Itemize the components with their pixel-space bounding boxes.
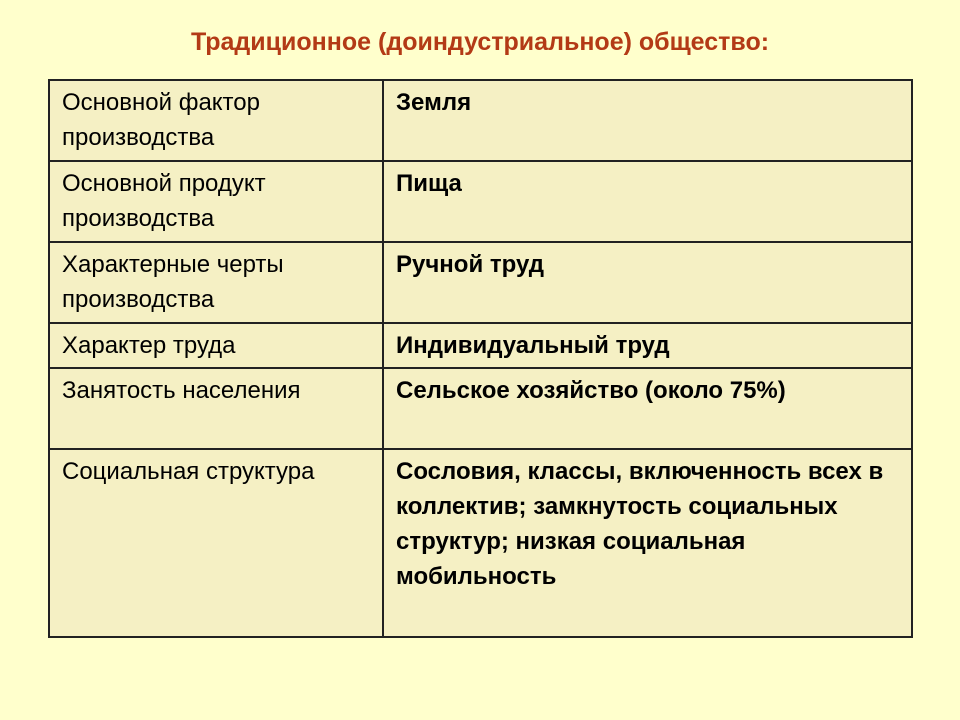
table-row xyxy=(49,80,912,161)
row-value: Ручной труд xyxy=(383,242,912,323)
row-label: Основной фактор производства xyxy=(49,80,383,161)
row-label: Характерные черты производства xyxy=(49,242,383,323)
row-label: Социальная структура xyxy=(49,449,383,637)
row-value: Пища xyxy=(383,161,912,242)
row-label: Характер труда xyxy=(49,323,383,368)
row-value: Земля xyxy=(383,80,912,161)
society-table xyxy=(48,79,913,638)
row-label: Занятость населения xyxy=(49,368,383,449)
slide-title: Традиционное (доиндустриальное) общество: xyxy=(190,28,770,56)
row-value: Сельское хозяйство (около 75%) xyxy=(383,368,912,449)
row-label: Основной продукт производства xyxy=(49,161,383,242)
table-row xyxy=(49,323,912,368)
row-value: Индивидуальный труд xyxy=(383,323,912,368)
table-row xyxy=(49,368,912,449)
table-row xyxy=(49,161,912,242)
table-row xyxy=(49,449,912,637)
row-value: Сословия, классы, включенность всех в коллектив; замкнутость социальных структур; низкая социальная мобильность xyxy=(383,449,912,637)
table-row xyxy=(49,242,912,323)
